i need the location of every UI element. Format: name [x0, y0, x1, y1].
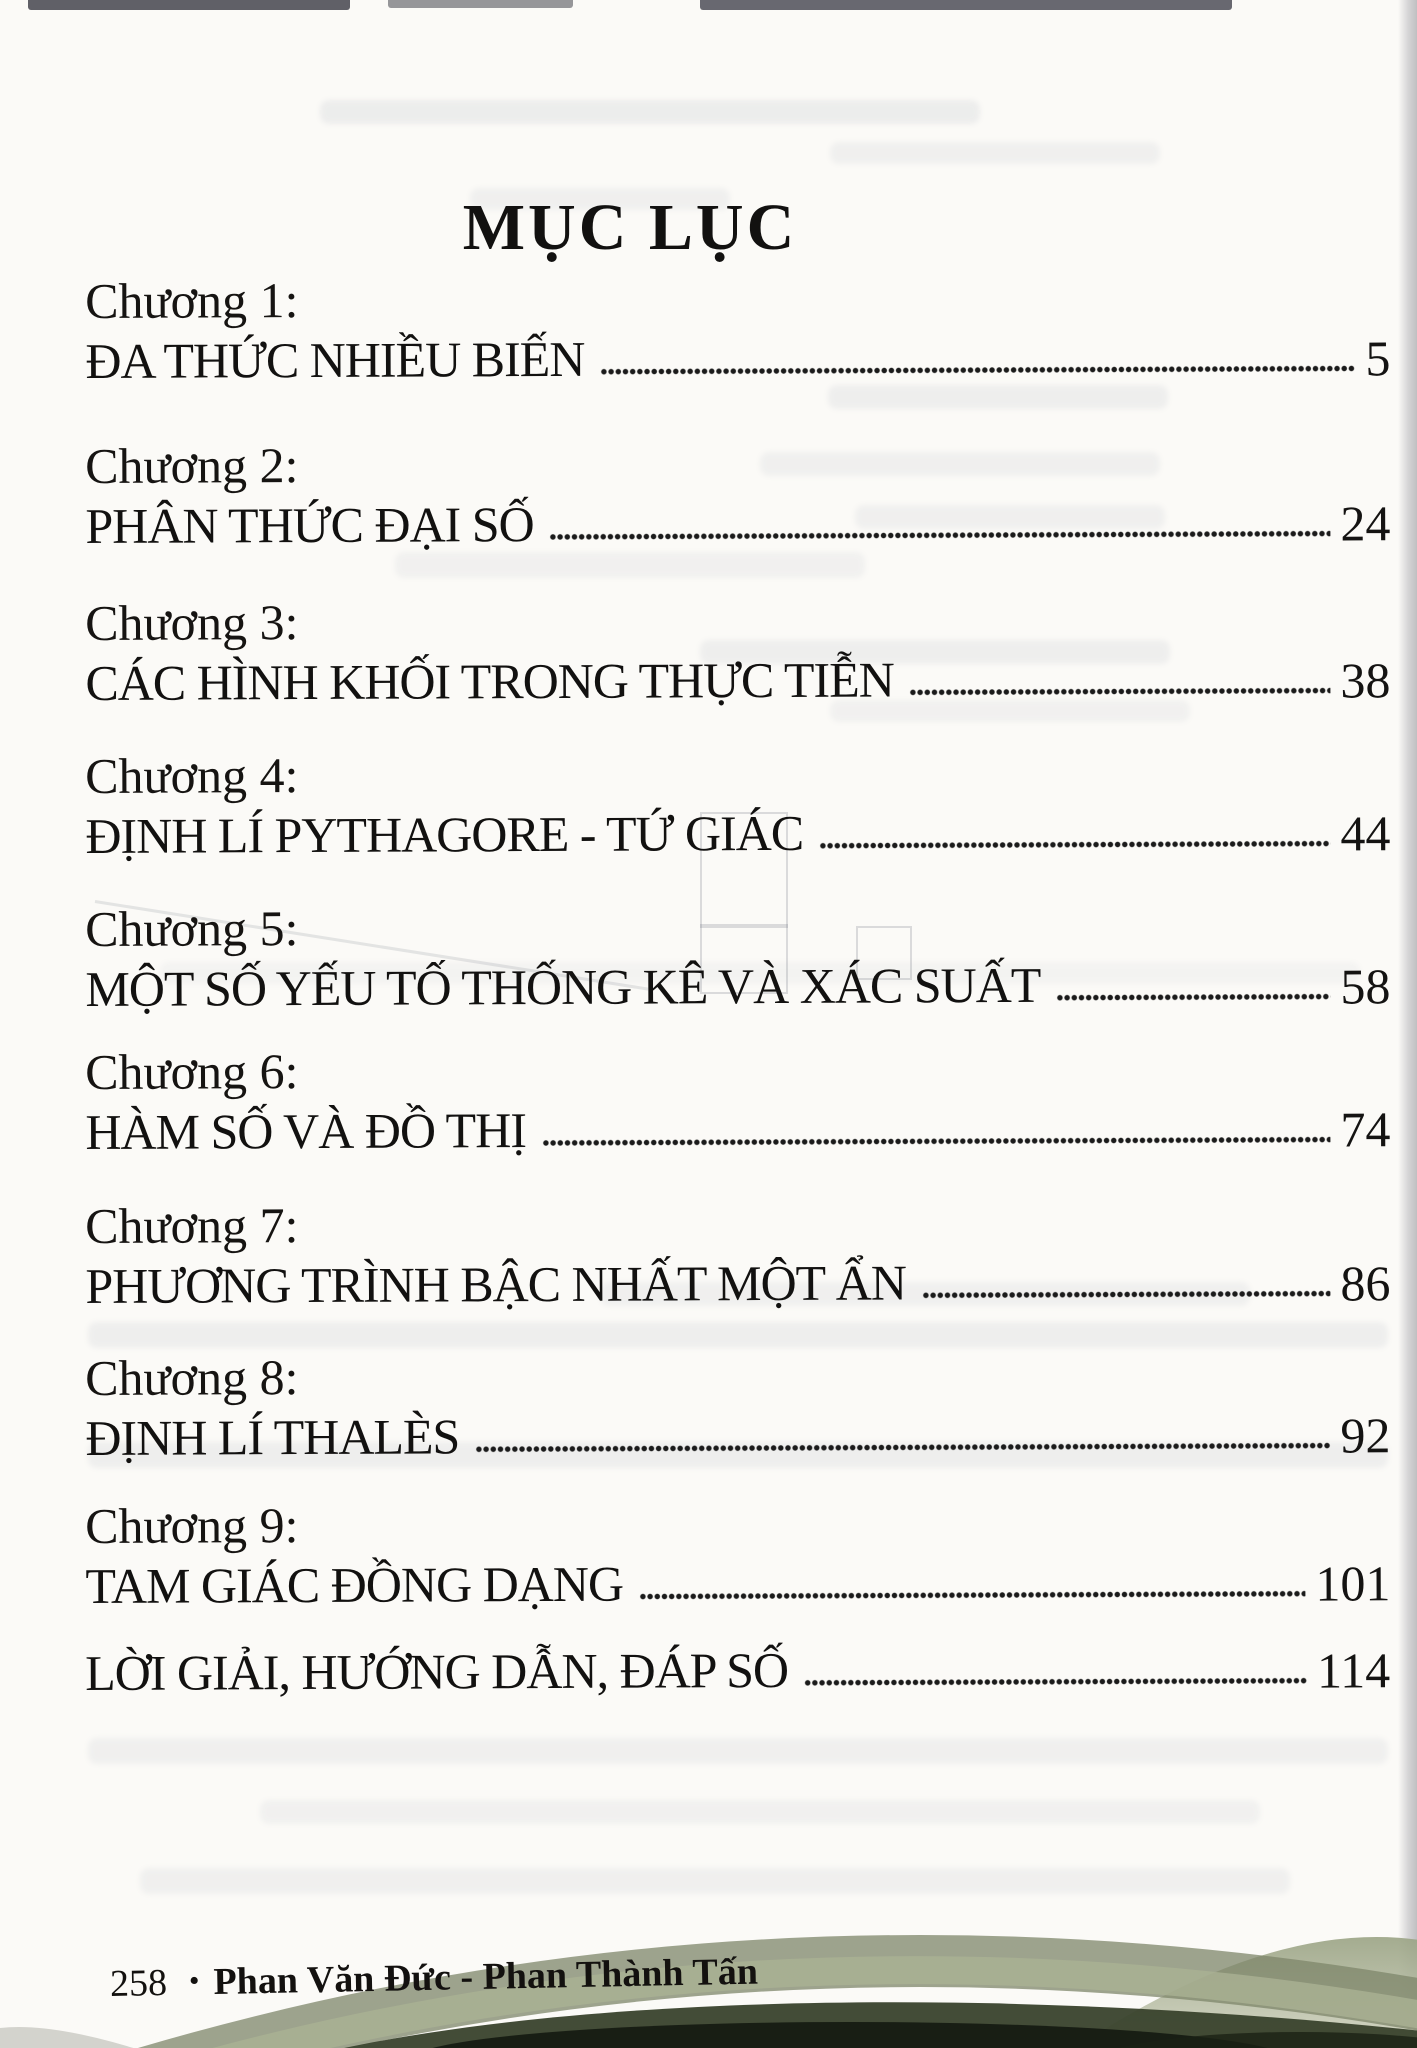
chapter-label: Chương 1: — [84, 272, 299, 329]
toc-entry — [85, 1194, 1390, 1313]
chapter-label: Chương 8: — [84, 1349, 299, 1406]
chapter-page-number: 101 — [1315, 1554, 1391, 1612]
chapter-label: Chương 7: — [84, 1197, 299, 1254]
dotted-leader — [600, 363, 1355, 376]
toc-entry — [85, 897, 1390, 1016]
bleed-through-smudge — [88, 1738, 1388, 1764]
scan-edge-artifact — [388, 0, 573, 8]
chapter-label: Chương 4: — [84, 747, 299, 804]
chapter-label: Chương 9: — [84, 1497, 299, 1554]
chapter-title: MỘT SỐ YẾU TỐ THỐNG KÊ VÀ XÁC SUẤT — [85, 956, 1041, 1017]
toc-entry — [85, 591, 1390, 710]
chapter-label: Chương 5: — [84, 900, 299, 957]
chapter-page-number: 92 — [1340, 1406, 1391, 1464]
chapter-page-number: 114 — [1316, 1642, 1391, 1699]
dotted-leader — [550, 528, 1331, 541]
chapter-label: Chương 2: — [84, 437, 299, 494]
bullet-separator: • — [188, 1964, 200, 1998]
chapter-page-number: 44 — [1340, 804, 1391, 862]
chapter-page-number: 74 — [1340, 1100, 1391, 1158]
chapter-page-number: 38 — [1340, 651, 1391, 709]
chapter-label: Chương 6: — [84, 1043, 299, 1100]
bottom-swoosh-graphic — [0, 1798, 1417, 2048]
chapter-title: PHƯƠNG TRÌNH BẬC NHẤT MỘT ẨN — [85, 1253, 907, 1314]
dotted-leader — [819, 838, 1330, 850]
toc-entry — [85, 269, 1390, 388]
scan-edge-artifact — [700, 0, 1232, 10]
bleed-through-smudge — [395, 552, 865, 578]
toc-entry — [85, 1634, 1390, 1701]
chapter-title: PHÂN THỨC ĐẠI SỐ — [85, 495, 534, 554]
toc-entry — [85, 434, 1390, 553]
toc-entry — [85, 1040, 1390, 1159]
dotted-leader — [804, 1676, 1307, 1688]
chapter-title: CÁC HÌNH KHỐI TRONG THỰC TIỄN — [85, 650, 894, 711]
bleed-through-smudge — [830, 142, 1160, 164]
chapter-title: TAM GIÁC ĐỒNG DẠNG — [85, 1555, 624, 1614]
chapter-page-number: 58 — [1340, 957, 1391, 1015]
dotted-leader — [1056, 991, 1330, 1002]
page-title: MỤC LỤC — [462, 191, 798, 265]
chapter-title: HÀM SỐ VÀ ĐỒ THỊ — [85, 1101, 527, 1160]
toc-entry — [85, 744, 1390, 863]
bleed-through-smudge — [320, 100, 980, 124]
dotted-leader — [922, 1288, 1330, 1300]
scan-edge-artifact — [28, 0, 350, 10]
book-page-number: 258 — [109, 1961, 168, 2005]
bleed-through-smudge — [828, 385, 1168, 409]
chapter-label: Chương 3: — [84, 594, 299, 651]
chapter-title: LỜI GIẢI, HƯỚNG DẪN, ĐÁP SỐ — [85, 1641, 789, 1701]
authors-names: Phan Văn Đức - Phan Thành Tấn — [213, 1950, 759, 2004]
chapter-page-number: 86 — [1340, 1254, 1391, 1312]
dotted-leader — [639, 1588, 1305, 1601]
chapter-title: ĐỊNH LÍ PYTHAGORE - TỨ GIÁC — [85, 804, 804, 864]
toc-entry — [85, 1346, 1390, 1465]
dotted-leader — [542, 1134, 1331, 1147]
chapter-page-number: 24 — [1340, 494, 1391, 552]
toc-entry — [85, 1494, 1390, 1613]
chapter-title: ĐA THỨC NHIỀU BIẾN — [85, 330, 585, 389]
dotted-leader — [475, 1440, 1330, 1454]
page-edge-shadow — [1398, 0, 1417, 2048]
bleed-through-smudge — [88, 1322, 1388, 1348]
chapter-title: ĐỊNH LÍ THALÈS — [85, 1407, 460, 1466]
dotted-leader — [910, 685, 1331, 697]
chapter-page-number: 5 — [1365, 329, 1391, 386]
